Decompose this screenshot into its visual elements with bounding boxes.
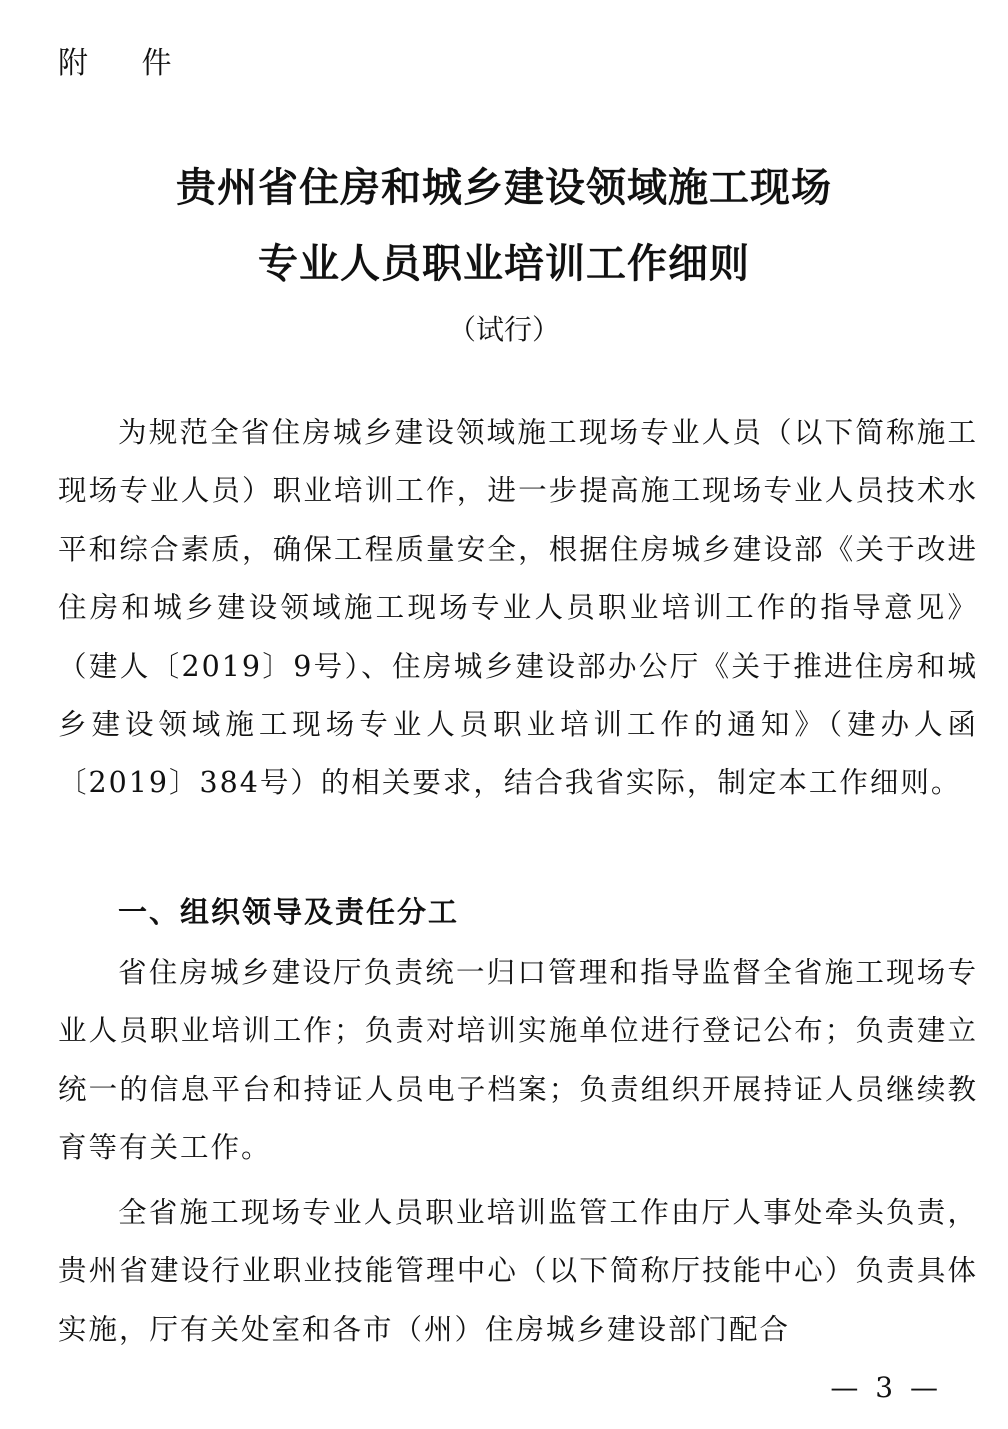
paragraph-responsibilities: 省住房城乡建设厅负责统一归口管理和指导监督全省施工现场专业人员职业培训工作；负责对培训实施单位进行登记公布；负责建立统一的信息平台和持证人员电子档案；负责组织开展持证人员继续教育等有关工作。 — [58, 956, 978, 1165]
paragraph-intro: 为规范全省住房城乡建设领域施工现场专业人员（以下简称施工现场专业人员）职业培训工作，进一步提高施工现场专业人员技术水平和综合素质，确保工程质量安全，根据住房城乡建设部《关于改进住房和城乡建设领域施工现场专业人员职业培训工作的指导意见》（建人〔2019〕9号）、住房城乡建设部办公厅《关于推进住房和城乡建设领域施工现场专业人员职业培训工作的通知》（建办人函〔2019〕384号）的相关要求，结合我省实际，制定本工作细则。 — [58, 416, 978, 800]
section-heading-organization: 一、组织领导及责任分工 — [118, 895, 460, 929]
attachment-label: 附 件 — [58, 46, 194, 81]
document-subtitle: （试行） — [447, 313, 560, 346]
document-title-line2: 专业人员职业培训工作细则 — [258, 241, 750, 287]
page-number: — 3 — — [830, 1371, 942, 1404]
document-title-line1: 贵州省住房和城乡建设领域施工现场 — [176, 165, 832, 211]
paragraph-supervision: 全省施工现场专业人员职业培训监管工作由厅人事处牵头负责，贵州省建设行业职业技能管理中心（以下简称厅技能中心）负责具体实施，厅有关处室和各市（州）住房城乡建设部门配合 — [58, 1196, 978, 1346]
